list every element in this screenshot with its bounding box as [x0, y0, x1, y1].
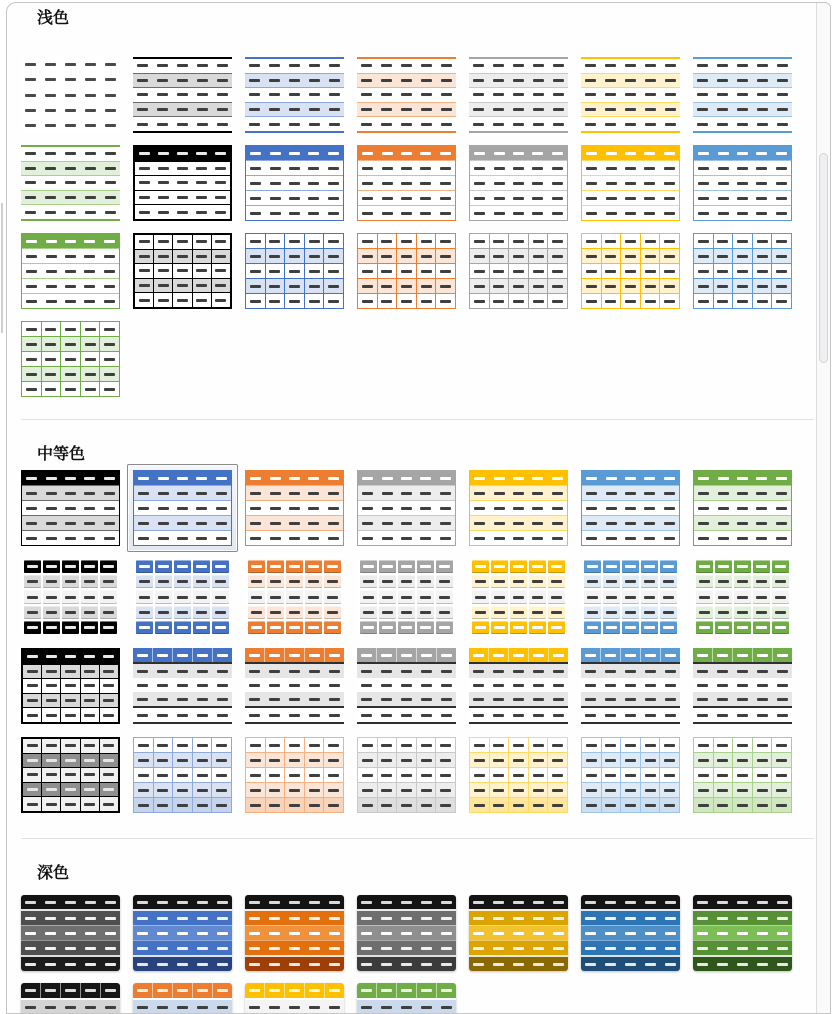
- thumbnail-graphic: [693, 233, 792, 309]
- medium-styles-grid: [21, 470, 816, 813]
- thumbnail-graphic: [581, 648, 680, 724]
- table-style-medium-26-mgrid-gold[interactable]: [469, 737, 568, 813]
- thumbnail-graphic: [133, 737, 232, 813]
- thumbnail-graphic: [581, 57, 680, 133]
- thumbnail-graphic: [469, 648, 568, 724]
- thumbnail-graphic: [693, 470, 792, 546]
- table-style-medium-15-mlistMono-mono[interactable]: [21, 648, 120, 724]
- thumbnail-graphic: [245, 648, 344, 724]
- table-style-light-22-lgrid-green[interactable]: [21, 321, 120, 397]
- thumbnail-graphic: [469, 57, 568, 133]
- thumbnail-graphic: [693, 648, 792, 724]
- table-style-medium-2-mshade-blue[interactable]: [133, 470, 232, 546]
- thumbnail-graphic: [581, 737, 680, 813]
- table-style-dark-6-dsolid-dkBlue2[interactable]: [581, 895, 680, 971]
- table-style-dark-2-dsolid-dkBlue[interactable]: [133, 895, 232, 971]
- section-dark: [21, 863, 816, 1014]
- thumbnail-graphic: [21, 145, 120, 221]
- section-label-dark: 深色: [37, 865, 70, 882]
- thumbnail-graphic: [357, 983, 456, 1014]
- thumbnail-graphic: [245, 145, 344, 221]
- thumbnail-graphic: [133, 145, 232, 221]
- thumbnail-graphic: [21, 470, 120, 546]
- section-light: [21, 3, 816, 397]
- table-style-medium-17-mlist-orange[interactable]: [245, 648, 344, 724]
- vertical-scrollbar[interactable]: [816, 3, 830, 1013]
- thumbnail-graphic: [245, 737, 344, 813]
- thumbnail-graphic: [21, 321, 120, 397]
- table-style-medium-19-mlist-gold[interactable]: [469, 648, 568, 724]
- thumbnail-graphic: [245, 559, 344, 635]
- table-style-light-4-lband-orange[interactable]: [357, 57, 456, 133]
- thumbnail-graphic: [693, 737, 792, 813]
- table-style-light-5-lband-gray[interactable]: [469, 57, 568, 133]
- table-style-light-11-lheader-orange[interactable]: [357, 145, 456, 221]
- table-style-light-10-lheader-blue[interactable]: [245, 145, 344, 221]
- table-style-light-16-lgrid-mono[interactable]: [133, 233, 232, 309]
- thumbnail-graphic: [469, 145, 568, 221]
- thumbnail-graphic: [581, 895, 680, 971]
- dark-styles-grid: [21, 895, 816, 1014]
- thumbnail-graphic: [357, 895, 456, 971]
- thumbnail-graphic: [357, 648, 456, 724]
- table-style-light-3-lband-blue[interactable]: [245, 57, 344, 133]
- table-style-dark-11-dduo-duoGreen[interactable]: [357, 983, 456, 1014]
- thumbnail-graphic: [245, 470, 344, 546]
- table-style-light-2-lband-mono[interactable]: [133, 57, 232, 133]
- thumbnail-graphic: [357, 145, 456, 221]
- table-style-medium-10-mblocks-orange[interactable]: [245, 559, 344, 635]
- thumbnail-graphic: [21, 559, 120, 635]
- thumbnail-graphic: [21, 57, 120, 133]
- table-style-dark-10-dduo-duoGold[interactable]: [245, 983, 344, 1014]
- light-styles-grid: [21, 57, 816, 397]
- table-style-light-21-lgrid-blue2[interactable]: [693, 233, 792, 309]
- table-style-dark-5-dsolid-dkGold[interactable]: [469, 895, 568, 971]
- table-style-light-20-lgrid-gold[interactable]: [581, 233, 680, 309]
- table-style-light-12-lheader-gray[interactable]: [469, 145, 568, 221]
- table-style-medium-22-mgridMono-mono[interactable]: [21, 737, 120, 813]
- thumbnail-graphic: [21, 737, 120, 813]
- gallery-content: [7, 3, 816, 1013]
- table-style-light-14-lheader-blue2[interactable]: [693, 145, 792, 221]
- table-style-medium-27-mgrid-blue2[interactable]: [581, 737, 680, 813]
- thumbnail-graphic: [469, 737, 568, 813]
- section-divider: [21, 838, 814, 839]
- table-style-medium-1-mshade-mono[interactable]: [21, 470, 120, 546]
- table-style-dark-3-dsolid-dkOrange[interactable]: [245, 895, 344, 971]
- thumbnail-graphic: [21, 233, 120, 309]
- table-style-medium-24-mgrid-orange[interactable]: [245, 737, 344, 813]
- table-style-medium-3-mshade-orange[interactable]: [245, 470, 344, 546]
- thumbnail-graphic: [245, 895, 344, 971]
- thumbnail-graphic: [133, 470, 232, 546]
- table-style-light-9-lheader-mono[interactable]: [133, 145, 232, 221]
- table-style-light-8-lband-green[interactable]: [21, 145, 120, 221]
- table-style-medium-13-mblocks-blue2[interactable]: [581, 559, 680, 635]
- table-style-medium-25-mgrid-gray[interactable]: [357, 737, 456, 813]
- table-style-light-17-lgrid-blue[interactable]: [245, 233, 344, 309]
- thumbnail-graphic: [133, 57, 232, 133]
- table-style-light-19-lgrid-gray[interactable]: [469, 233, 568, 309]
- thumbnail-graphic: [357, 559, 456, 635]
- table-style-light-18-lgrid-orange[interactable]: [357, 233, 456, 309]
- thumbnail-graphic: [357, 470, 456, 546]
- thumbnail-graphic: [469, 233, 568, 309]
- section-medium: [21, 444, 816, 813]
- thumbnail-graphic: [21, 648, 120, 724]
- table-style-medium-7-mshade-green[interactable]: [693, 470, 792, 546]
- table-style-medium-23-mgrid-blue[interactable]: [133, 737, 232, 813]
- thumbnail-graphic: [357, 233, 456, 309]
- background-edge-line: [1, 203, 3, 333]
- table-style-dark-8-dduo-duoMono[interactable]: [21, 983, 120, 1014]
- table-style-medium-20-mlist-blue2[interactable]: [581, 648, 680, 724]
- thumbnail-graphic: [581, 233, 680, 309]
- section-label-medium: 中等色: [37, 446, 86, 463]
- thumbnail-graphic: [581, 559, 680, 635]
- table-style-light-6-lband-gold[interactable]: [581, 57, 680, 133]
- thumbnail-graphic: [469, 895, 568, 971]
- table-style-medium-14-mblocks-green[interactable]: [693, 559, 792, 635]
- thumbnail-graphic: [693, 145, 792, 221]
- thumbnail-graphic: [357, 737, 456, 813]
- table-style-medium-18-mlist-gray[interactable]: [357, 648, 456, 724]
- table-style-medium-16-mlist-blue[interactable]: [133, 648, 232, 724]
- table-style-medium-4-mshade-gray[interactable]: [357, 470, 456, 546]
- table-style-medium-6-mshade-blue2[interactable]: [581, 470, 680, 546]
- thumbnail-graphic: [693, 57, 792, 133]
- thumbnail-graphic: [133, 895, 232, 971]
- thumbnail-graphic: [133, 983, 232, 1014]
- thumbnail-graphic: [581, 470, 680, 546]
- thumbnail-graphic: [245, 983, 344, 1014]
- scrollbar-thumb[interactable]: [819, 153, 828, 363]
- thumbnail-graphic: [357, 57, 456, 133]
- thumbnail-graphic: [21, 983, 120, 1014]
- table-style-medium-8-mblocks-mono[interactable]: [21, 559, 120, 635]
- table-style-medium-5-mshade-gold[interactable]: [469, 470, 568, 546]
- section-label-light: 浅色: [37, 10, 70, 27]
- table-style-medium-28-mgrid-green[interactable]: [693, 737, 792, 813]
- thumbnail-graphic: [245, 233, 344, 309]
- thumbnail-graphic: [469, 470, 568, 546]
- table-style-medium-21-mlist-green[interactable]: [693, 648, 792, 724]
- thumbnail-graphic: [581, 145, 680, 221]
- table-style-light-15-lheader-green[interactable]: [21, 233, 120, 309]
- thumbnail-graphic: [469, 559, 568, 635]
- thumbnail-graphic: [133, 233, 232, 309]
- table-style-gallery-popup: [6, 2, 831, 1014]
- thumbnail-graphic: [133, 559, 232, 635]
- table-style-dark-1-dsolid-dkMono[interactable]: [21, 895, 120, 971]
- thumbnail-graphic: [21, 895, 120, 971]
- table-style-light-7-lband-blue2[interactable]: [693, 57, 792, 133]
- table-style-dark-7-dsolid-dkGreen[interactable]: [693, 895, 792, 971]
- table-style-medium-9-mblocks-blue[interactable]: [133, 559, 232, 635]
- thumbnail-graphic: [133, 648, 232, 724]
- section-divider: [21, 419, 814, 420]
- table-style-medium-11-mblocks-gray[interactable]: [357, 559, 456, 635]
- table-style-dark-9-dduo-duoOrange[interactable]: [133, 983, 232, 1014]
- thumbnail-graphic: [245, 57, 344, 133]
- table-style-light-13-lheader-gold[interactable]: [581, 145, 680, 221]
- table-style-dark-4-dsolid-dkGray[interactable]: [357, 895, 456, 971]
- thumbnail-graphic: [693, 559, 792, 635]
- thumbnail-graphic: [693, 895, 792, 971]
- table-style-medium-12-mblocks-gold[interactable]: [469, 559, 568, 635]
- table-style-light-1-plain-mono[interactable]: [21, 57, 120, 133]
